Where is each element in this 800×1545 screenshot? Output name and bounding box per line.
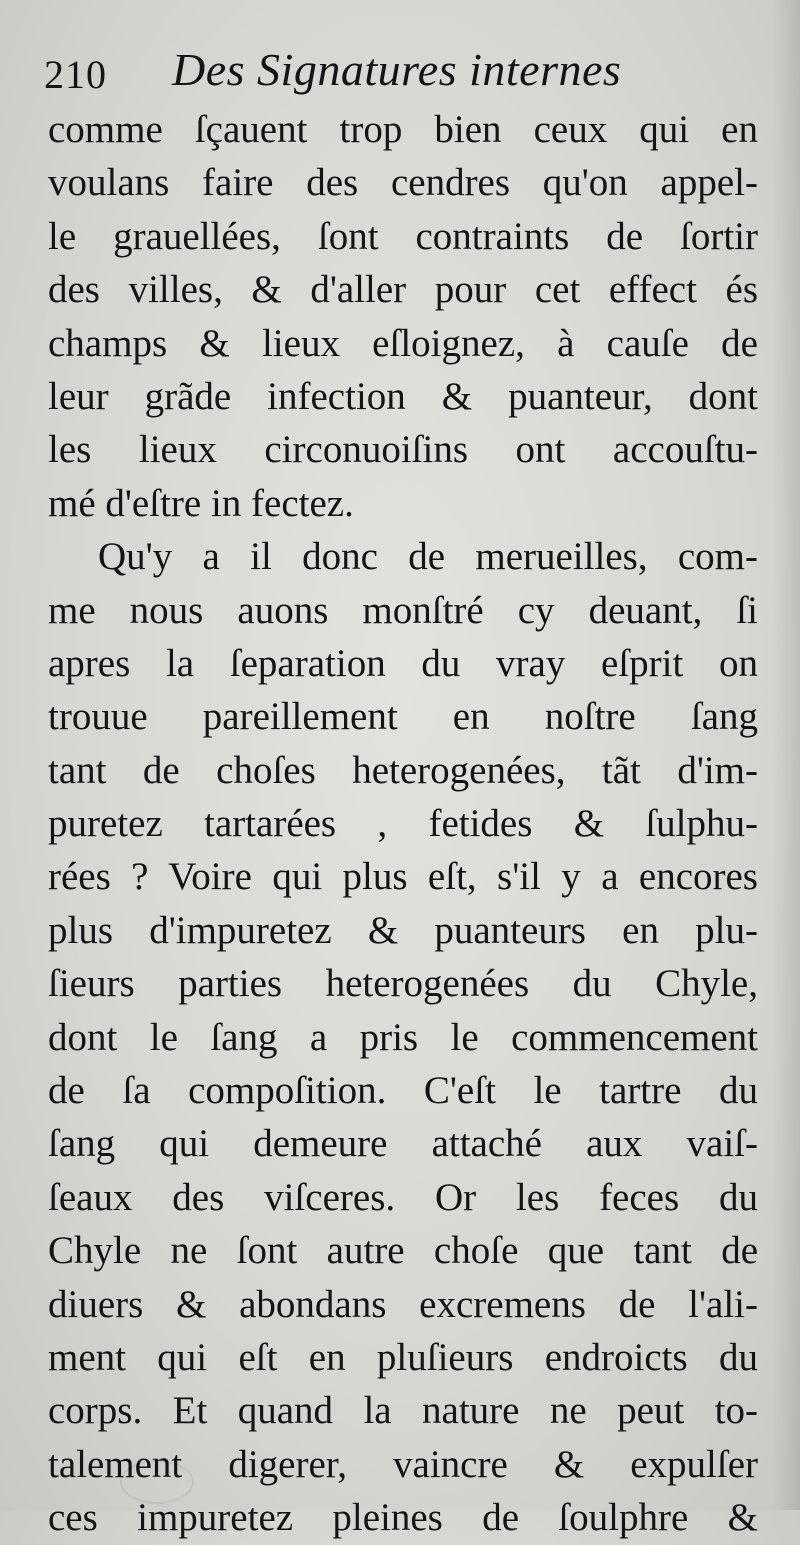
- text-line: champs & lieux eſloignez, à cauſe de: [48, 321, 758, 365]
- text-line: ſang qui demeure attaché aux vaiſ-: [48, 1122, 758, 1166]
- text-line: comme ſçauent trop bien ceux qui en: [48, 108, 758, 151]
- page-number: 210: [44, 52, 107, 97]
- running-title: Des Signatures internes: [172, 44, 622, 95]
- text-line: voulans faire des cendres qu'on appel-: [48, 161, 758, 205]
- text-line: diuers & abondans excremens de l'ali-: [48, 1282, 758, 1326]
- text-line: corps. Et quand la nature ne peut to-: [48, 1389, 758, 1433]
- text-line: talement digerer, vaincre & expulſer: [48, 1442, 758, 1486]
- ink-bleed-mark: [120, 1460, 194, 1504]
- text-line: Chyle ne ſont autre choſe que tant de: [48, 1229, 758, 1273]
- page-edge-shadow: [772, 0, 800, 1510]
- text-line: les lieux circonuoiſins ont accouſtu-: [48, 428, 758, 472]
- text-line: puretez tartarées , fetides & ſulphu-: [48, 802, 758, 846]
- text-line: Qu'y a il donc de merueilles, com-: [98, 535, 758, 579]
- text-line: leur grãde infection & puanteur, dont: [48, 374, 758, 418]
- body-text: [48, 103, 758, 1545]
- text-line: me nous auons monſtré cy deuant, ſi: [48, 588, 758, 632]
- text-line: plus d'impuretez & puanteurs en plu-: [48, 908, 758, 952]
- text-line: ſeaux des viſceres. Or les feces du: [48, 1175, 758, 1219]
- text-line: le grauellées, ſont contraints de ſortir: [48, 214, 758, 258]
- text-line: apres la ſeparation du vray eſprit on: [48, 641, 758, 685]
- page-header: [44, 42, 764, 102]
- text-line: ces impuretez pleines de ſoulphre &: [48, 1496, 758, 1540]
- text-line: rées ? Voire qui plus eſt, s'il y a encores: [48, 855, 758, 899]
- text-line: ment qui eſt en pluſieurs endroicts du: [48, 1335, 758, 1379]
- text-line: tant de choſes heterogenées, tãt d'im-: [48, 748, 758, 792]
- text-line: mé d'eſtre in fectez.: [48, 481, 354, 525]
- text-line: trouue pareillement en noſtre ſang: [48, 695, 758, 739]
- text-line: de ſa compoſition. C'eſt le tartre du: [48, 1069, 758, 1113]
- text-line: dont le ſang a pris le commencement: [48, 1015, 758, 1059]
- text-line: des villes, & d'aller pour cet effect és: [48, 268, 758, 312]
- text-line: ſieurs parties heterogenées du Chyle,: [48, 962, 758, 1006]
